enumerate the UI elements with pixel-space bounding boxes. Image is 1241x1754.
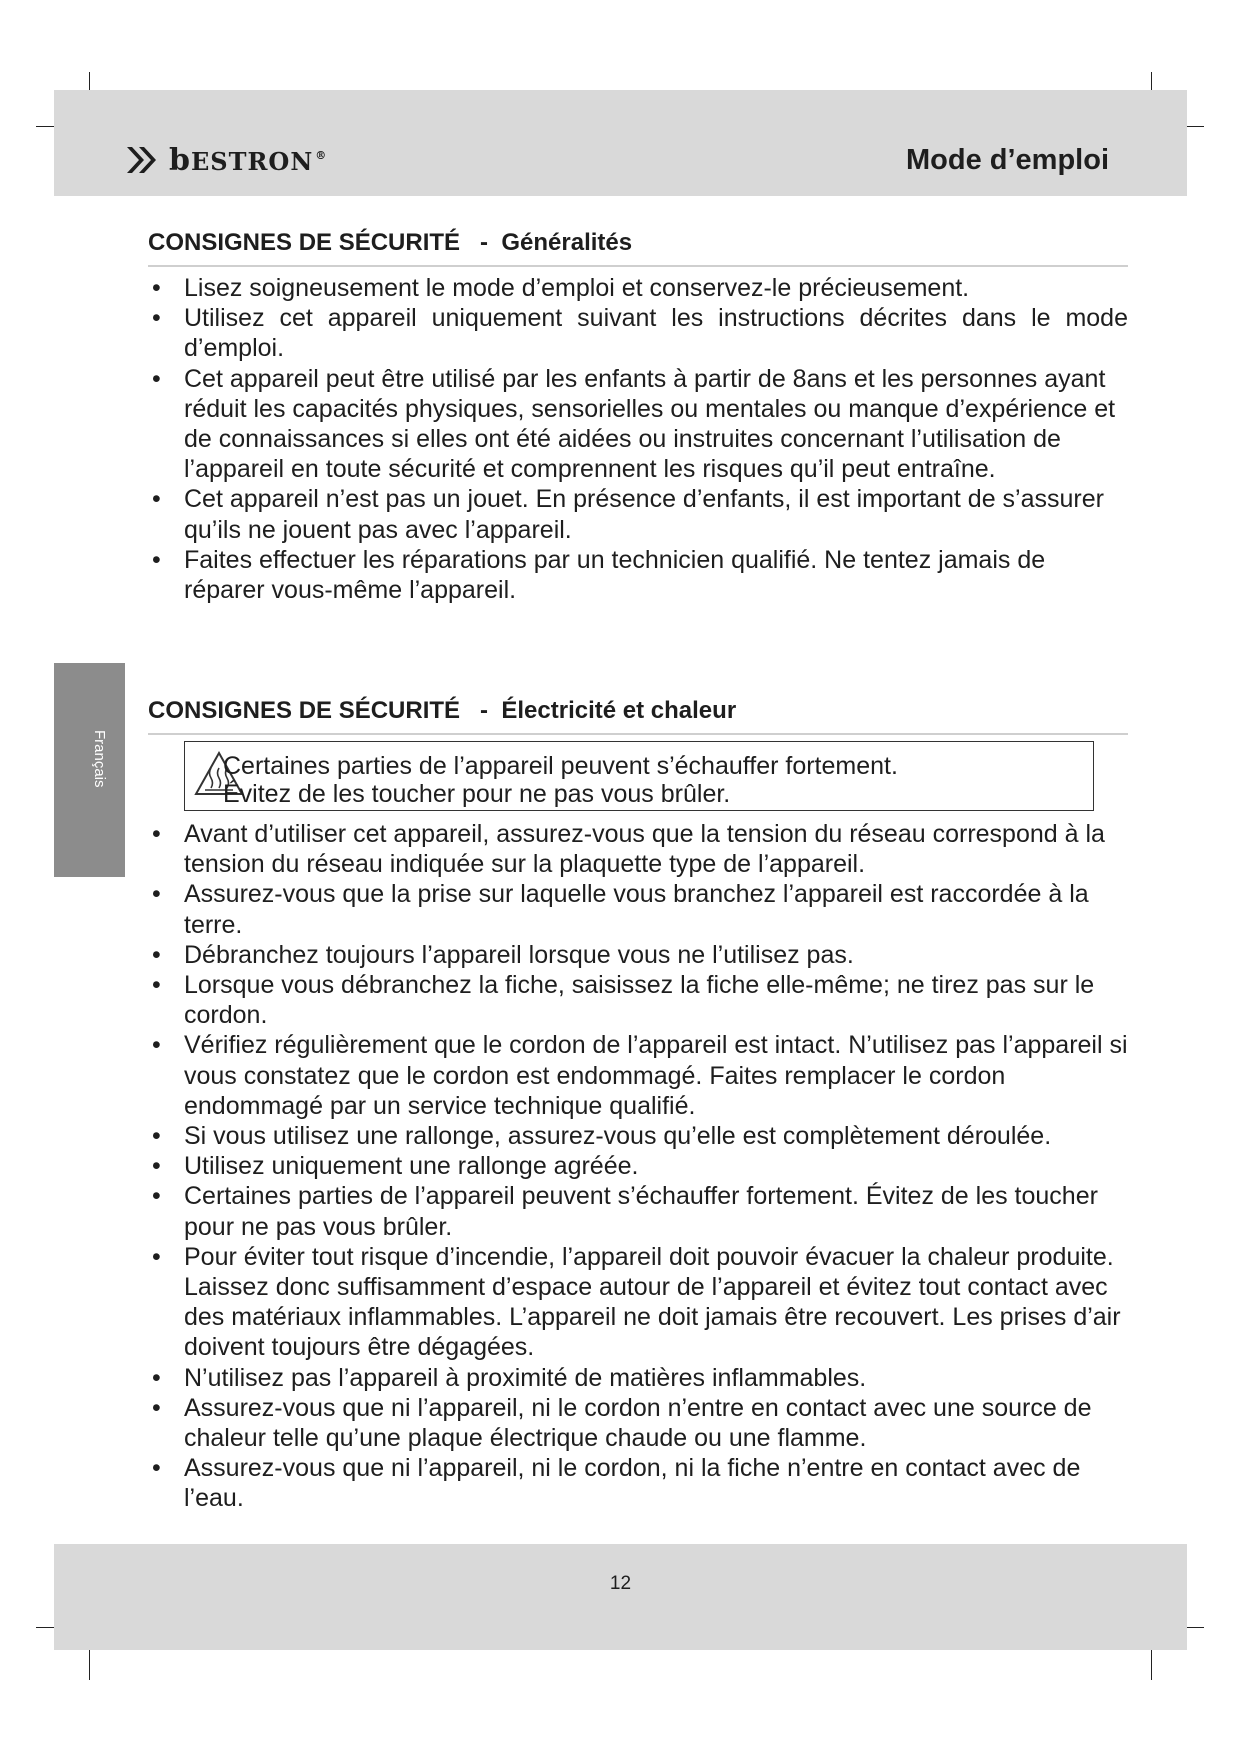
list-item: • Assurez-vous que la prise sur laquelle vous branchez l’appareil est raccordée à la terre.: [152, 880, 1089, 939]
section-heading: CONSIGNES DE SÉCURITÉ - Électricité et chaleur: [148, 697, 1128, 735]
list-item: • Lorsque vous débranchez la fiche, saisissez la fiche elle-même; ne tirez pas sur le cordon.: [152, 971, 1095, 1030]
list-item: • Certaines parties de l’appareil peuvent s’échauffer fortement. Évitez de les toucher pour ne pas vous brûler.: [152, 1182, 1098, 1241]
brand-name: bESTRON ®: [169, 142, 328, 178]
section-electricity-heat: [148, 697, 1128, 1514]
list-item: • Débranchez toujours l’appareil lorsque vous ne l’utilisez pas.: [152, 940, 854, 969]
list-item: • Pour éviter tout risque d’incendie, l’appareil doit pouvoir évacuer la chaleur produite. Laissez donc suffisamment d’espace autour de l’appareil et évitez tout contact avec des matériaux inflammables. L’appareil ne doit jamais être recouvert. Les prises d’air doivent toujours être dégagées.: [152, 1242, 1121, 1362]
document-title: Mode d’emploi: [906, 144, 1109, 176]
footer-band: [54, 1544, 1187, 1650]
section-general: [148, 229, 1128, 605]
section-heading: CONSIGNES DE SÉCURITÉ - Généralités: [148, 229, 1128, 267]
list-item: • Cet appareil peut être utilisé par les enfants à partir de 8ans et les personnes ayant réduit les capacités physiques, sensorielles ou mentales ou manque d’expérience et de connaissances si elles ont été aidées ou instruites concernant l’utilisation de l’appareil en toute sécurité et comprennent les risques qu’il peut entraîne.: [152, 364, 1116, 484]
list-item: • Utilisez cet appareil uniquement suivant les instructions décrites dans le mode d’emploi.: [152, 304, 1128, 363]
list-item: • Vérifiez régulièrement que le cordon de l’appareil est intact. N’utilisez pas l’appareil si vous constatez que le cordon est endommagé. Faites remplacer le cordon endommagé par un service technique qualifié.: [152, 1031, 1128, 1120]
bullet-list: [148, 819, 1128, 1514]
list-item: • Lisez soigneusement le mode d’emploi et conservez-le précieusement.: [152, 274, 970, 302]
list-item: • Utilisez uniquement une rallonge agréée.: [152, 1152, 639, 1181]
warning-box: [184, 741, 1094, 811]
warning-line: Évitez de les toucher pour ne pas vous brûler.: [223, 780, 731, 808]
warning-text: [223, 752, 898, 808]
bullet-list: [148, 273, 1128, 605]
list-item: • Avant d’utiliser cet appareil, assurez-vous que la tension du réseau correspond à la tension du réseau indiquée sur la plaquette type de l’appareil.: [152, 820, 1105, 879]
list-item: • N’utilisez pas l’appareil à proximité de matières inflammables.: [152, 1363, 867, 1392]
list-item: • Faites effectuer les réparations par un technicien qualifié. Ne tentez jamais de réparer vous-même l’appareil.: [152, 545, 1046, 605]
list-item: • Assurez-vous que ni l’appareil, ni le cordon n’entre en contact avec une source de chaleur telle qu’une plaque électrique chaude ou une flamme.: [152, 1393, 1092, 1453]
list-item: • Cet appareil n’est pas un jouet. En présence d’enfants, il est important de s’assurer qu’ils ne jouent pas avec l’appareil.: [152, 485, 1104, 544]
warning-line: Certaines parties de l’appareil peuvent s’échauffer fortement.: [223, 752, 898, 780]
list-item: • Si vous utilisez une rallonge, assurez-vous qu’elle est complètement déroulée.: [152, 1122, 1052, 1151]
language-tab-label: Français: [91, 730, 108, 788]
language-tab: [54, 663, 125, 877]
page-number: 12: [609, 1573, 632, 1594]
list-item: • Assurez-vous que ni l’appareil, ni le cordon, ni la fiche n’entre en contact avec de l’eau.: [152, 1454, 1081, 1513]
chevron-logo-icon: [125, 145, 161, 175]
brand-logo: [125, 138, 327, 182]
